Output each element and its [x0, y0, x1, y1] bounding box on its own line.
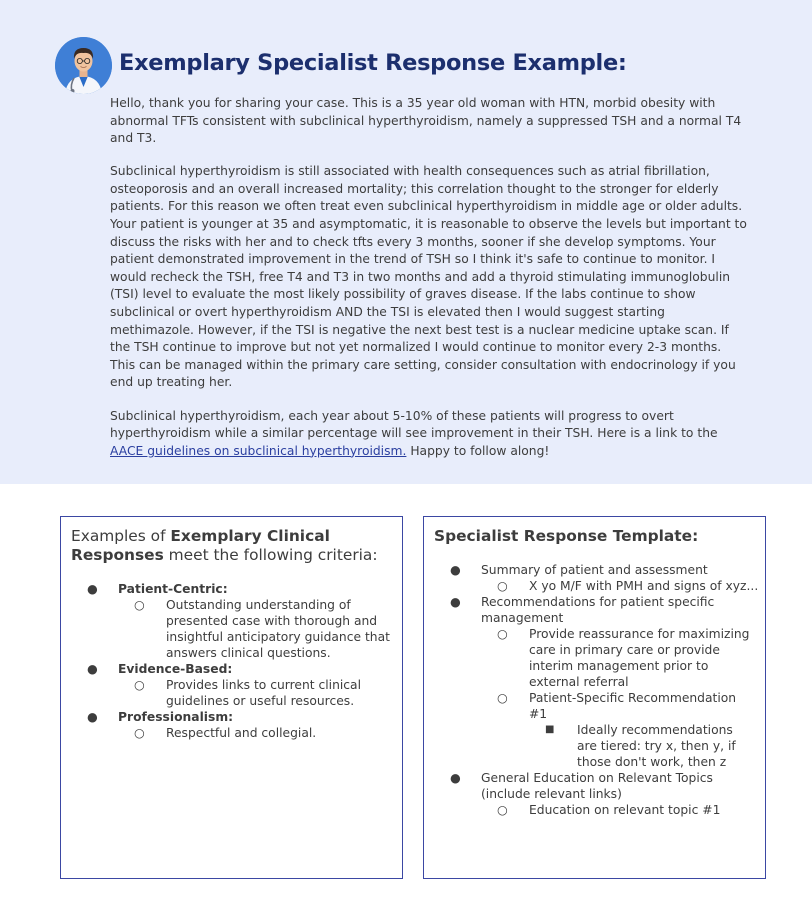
template-card	[423, 516, 766, 879]
criteria-label: Patient-Centric:	[118, 582, 228, 596]
template-subitem: Patient-Specific Recommendation #1	[529, 691, 737, 721]
response-text: Happy to follow along!	[406, 443, 550, 458]
criteria-label: Evidence-Based:	[118, 662, 233, 676]
list-item	[61, 709, 404, 725]
circle-bullet-icon: ○	[134, 678, 145, 692]
square-bullet-icon: ■	[545, 724, 555, 735]
disc-bullet-icon: ●	[450, 595, 461, 609]
criteria-intro-bold: Exemplary Clinical Responses	[71, 527, 330, 564]
list-item	[424, 690, 767, 722]
aace-guidelines-link[interactable]: AACE guidelines on subclinical hyperthyroidism.	[110, 443, 407, 458]
circle-bullet-icon: ○	[497, 803, 508, 817]
template-subitem: Provide reassurance for maximizing care in primary care or provide interim management prior to external referral	[529, 627, 750, 689]
criteria-intro-prefix: Examples of	[71, 527, 171, 545]
circle-bullet-icon: ○	[134, 726, 145, 740]
response-paragraph	[110, 408, 750, 461]
response-paragraph: Hello, thank you for sharing your case. This is a 35 year old woman with HTN, morbid obesity with abnormal TFTs consistent with subclinical hyperthyroidism, namely a suppressed TSH and a normal T4 and T3.	[110, 96, 742, 146]
template-subitem: Education on relevant topic #1	[529, 803, 721, 817]
response-paragraph: Subclinical hyperthyroidism is still associated with health consequences such as atrial fibrillation, osteoporosis and an overall increased mortality; this correlation thought to the stronger for elderly patients. For this reason we often treat even subclinical hyperthyroidism in middle age or older adults. Your patient is younger at 35 and asymptomatic, it is reasonable to observe the levels but important to discuss the risks with her and to check tfts every 3 months, sooner if she develop symptoms. Your patient demonstrated improvement in the trend of TSH so I think it's safe to continue to monitor. I would recheck the TSH, free T4 and T3 in two months and add a thyroid stimulating immunoglobulin (TSI) level to evaluate the most likely possibility of graves disease. If the labs continue to show subclinical or overt hyperthyroidism AND the TSI is elevated then I would suggest starting methimazole. However, if the TSI is negative the next best test is a nuclear medicine uptake scan. If the TSH continue to improve but not yet normalized I would continue to monitor every 2-3 months. This can be managed within the primary care setting, consider consultation with endocrinology if you end up treating her.	[110, 164, 747, 390]
template-title: Specialist Response Template:	[434, 527, 699, 545]
circle-bullet-icon: ○	[497, 627, 508, 641]
list-item	[61, 661, 404, 677]
criteria-label: Professionalism:	[118, 710, 234, 724]
template-subitem: X yo M/F with PMH and signs of xyz...	[529, 579, 759, 593]
criteria-detail: Respectful and collegial.	[166, 726, 317, 740]
list-item	[424, 722, 767, 770]
disc-bullet-icon: ●	[450, 563, 461, 577]
list-item	[61, 725, 404, 741]
disc-bullet-icon: ●	[87, 662, 98, 676]
circle-bullet-icon: ○	[497, 691, 508, 705]
disc-bullet-icon: ●	[87, 582, 98, 596]
list-item	[424, 802, 767, 818]
response-text: Subclinical hyperthyroidism, each year about 5-10% of these patients will progress to overt hyperthyroidism while a similar percentage will see improvement in their TSH. Here is a link to the	[110, 408, 718, 441]
list-item	[424, 578, 767, 594]
template-item: General Education on Relevant Topics (include relevant links)	[481, 771, 713, 801]
template-list	[424, 562, 767, 818]
criteria-card	[60, 516, 403, 879]
list-item	[424, 626, 767, 690]
template-item: Summary of patient and assessment	[481, 563, 708, 577]
page-title: Exemplary Specialist Response Example:	[119, 50, 627, 76]
disc-bullet-icon: ●	[450, 771, 461, 785]
list-item	[424, 770, 767, 802]
list-item	[61, 597, 404, 661]
list-item	[61, 581, 404, 597]
template-subsubitem: Ideally recommendations are tiered: try x, then y, if those don't work, then z	[577, 723, 736, 769]
circle-bullet-icon: ○	[134, 598, 145, 612]
specialist-response	[110, 95, 750, 476]
doctor-avatar-icon	[55, 37, 112, 94]
disc-bullet-icon: ●	[87, 710, 98, 724]
criteria-list	[61, 581, 404, 741]
criteria-intro	[71, 527, 391, 565]
template-item: Recommendations for patient specific management	[481, 595, 715, 625]
list-item	[424, 594, 767, 626]
circle-bullet-icon: ○	[497, 579, 508, 593]
list-item	[424, 562, 767, 578]
criteria-intro-suffix: meet the following criteria:	[163, 546, 378, 564]
list-item	[61, 677, 404, 709]
criteria-detail: Provides links to current clinical guidelines or useful resources.	[166, 678, 361, 708]
criteria-detail: Outstanding understanding of presented case with thorough and insightful anticipatory guidance that answers clinical questions.	[166, 598, 390, 660]
